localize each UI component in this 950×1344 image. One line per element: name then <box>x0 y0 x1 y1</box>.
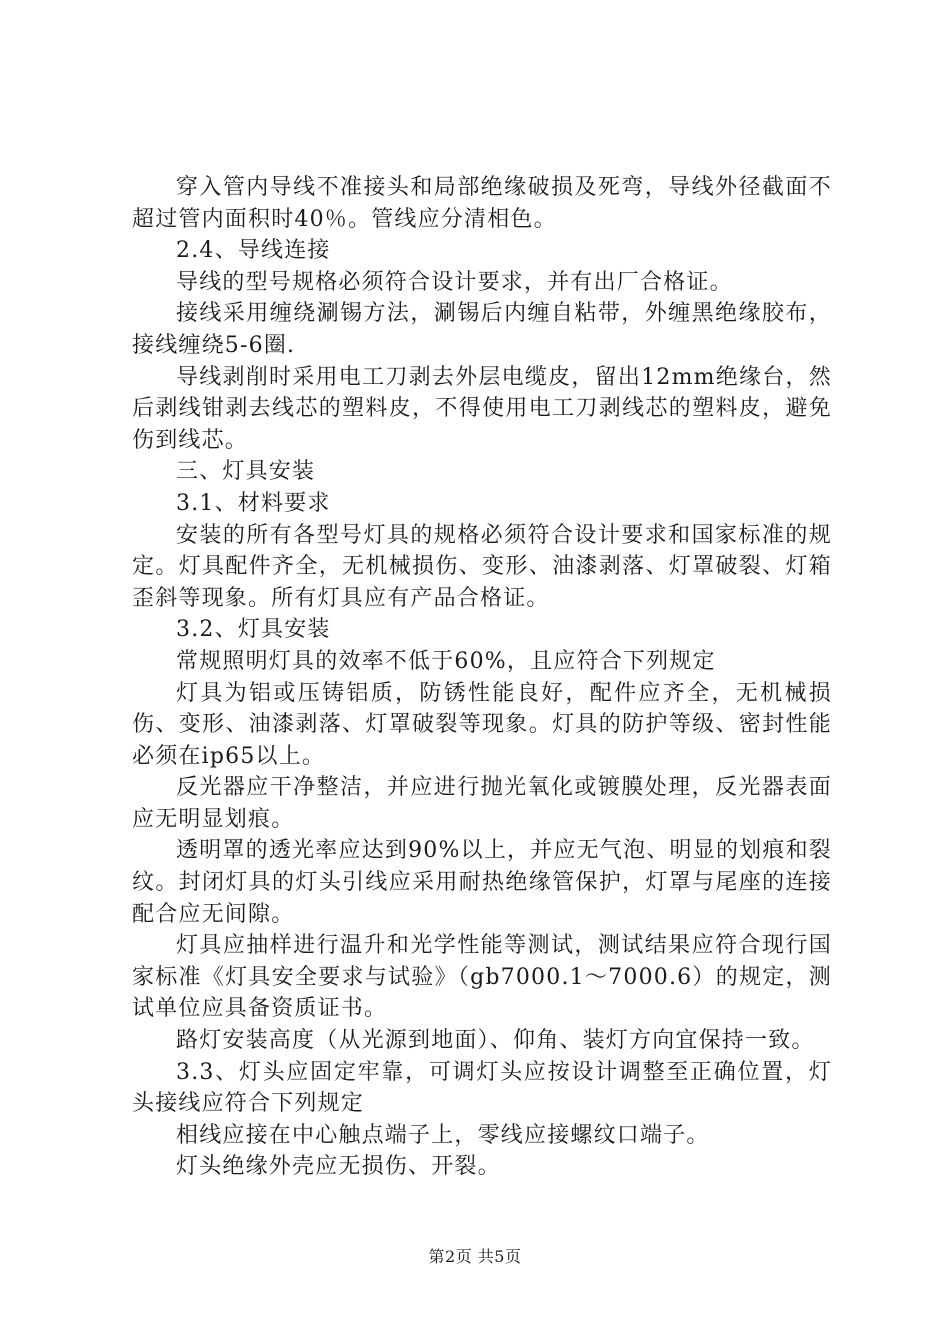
paragraph: 透明罩的透光率应达到90%以上，并应无气泡、明显的划痕和裂纹。封闭灯具的灯头引线应采用耐热绝缘管保护，灯罩与尾座的连接配合应无间隙。 <box>132 838 832 927</box>
paragraph: 常规照明灯具的效率不低于60%，且应符合下列规定 <box>176 648 716 674</box>
document-body <box>132 172 832 1183</box>
section-heading: 3.2、灯具安装 <box>176 617 331 643</box>
paragraph: 相线应接在中心触点端子上，零线应接螺纹口端子。 <box>176 1122 710 1148</box>
paragraph: 灯头绝缘外壳应无损伤、开裂。 <box>176 1154 501 1180</box>
paragraph: 灯具为铝或压铸铝质，防锈性能良好，配件应齐全，无机械损伤、变形、油漆剥落、灯罩破裂等现象。灯具的防护等级、密封性能必须在ip65以上。 <box>132 680 832 769</box>
paragraph: 反光器应干净整洁，并应进行抛光氧化或镀膜处理，反光器表面应无明显划痕。 <box>132 775 832 832</box>
paragraph: 路灯安装高度（从光源到地面）、仰角、装灯方向宜保持一致。 <box>176 1028 815 1054</box>
paragraph: 穿入管内导线不准接头和局部绝缘破损及死弯，导线外径截面不超过管内面积时40％。管线应分清相色。 <box>132 175 832 232</box>
paragraph: 导线的型号规格必须符合设计要求，并有出厂合格证。 <box>176 269 733 295</box>
paragraph: 灯具应抽样进行温升和光学性能等测试，测试结果应符合现行国家标准《灯具安全要求与试验》（gb7000.1～7000.6）的规定，测试单位应具备资质证书。 <box>132 933 832 1022</box>
page-number-footer: 第2页 共5页 <box>428 1247 522 1266</box>
section-heading: 3.1、材料要求 <box>176 490 331 516</box>
paragraph: 接线采用缠绕涮锡方法，涮锡后内缠自粘带，外缠黑绝缘胶布，接线缠绕5-6圈. <box>132 301 832 358</box>
section-heading: 2.4、导线连接 <box>176 238 331 264</box>
paragraph: 3.3、灯头应固定牢靠，可调灯头应按设计调整至正确位置，灯头接线应符合下列规定 <box>132 1059 832 1117</box>
section-heading: 三、灯具安装 <box>176 459 316 485</box>
paragraph: 导线剥削时采用电工刀剥去外层电缆皮，留出12mm绝缘台，然后剥线钳剥去线芯的塑料皮，不得使用电工刀剥线芯的塑料皮，避免伤到线芯。 <box>132 364 832 453</box>
paragraph: 安装的所有各型号灯具的规格必须符合设计要求和国家标准的规定。灯具配件齐全，无机械损伤、变形、油漆剥落、灯罩破裂、灯箱歪斜等现象。所有灯具应有产品合格证。 <box>132 522 832 611</box>
